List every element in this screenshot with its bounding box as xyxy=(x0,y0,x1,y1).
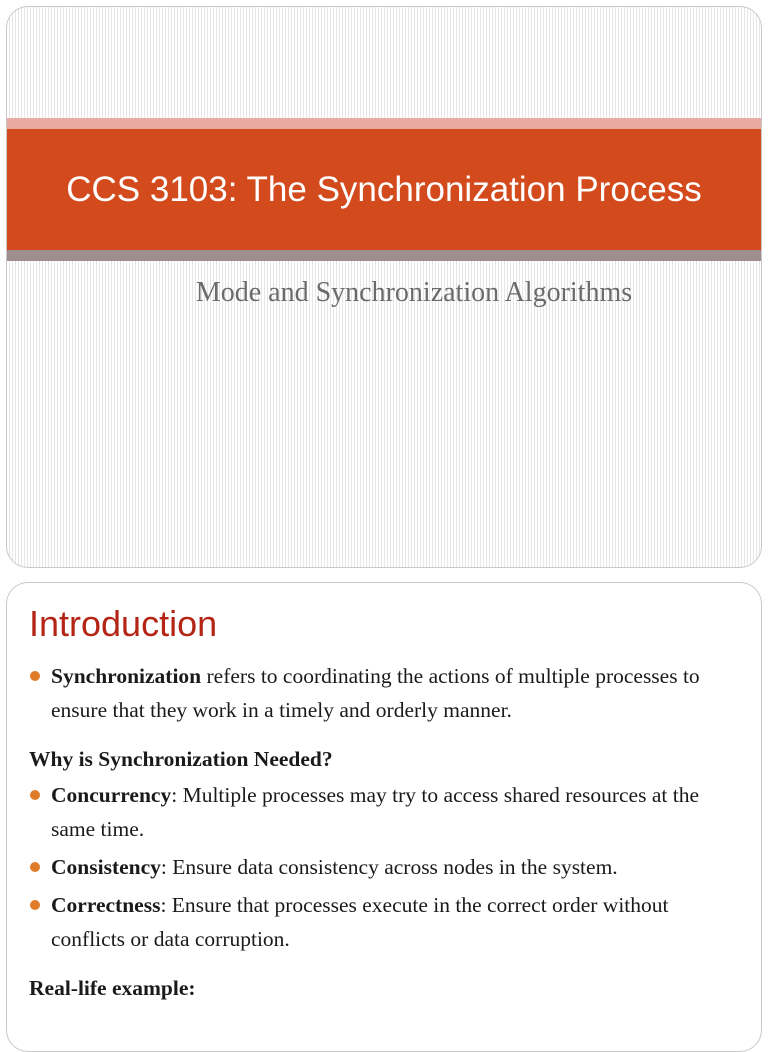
bullet-icon xyxy=(30,862,40,872)
title-band-bottom-stripe xyxy=(7,250,761,261)
slide-subtitle: Mode and Synchronization Algorithms xyxy=(195,277,633,308)
intro-heading: Introduction xyxy=(29,603,218,644)
reason-text: : Multiple processes may try to access shared resources at the same time. xyxy=(51,783,700,841)
title-band-top-stripe xyxy=(7,118,761,129)
bullet-icon xyxy=(30,900,40,910)
definition-bullet xyxy=(29,659,741,727)
definition-term: Synchronization xyxy=(51,664,202,688)
example-heading: Real-life example: xyxy=(29,976,196,1000)
slide-title: CCS 3103: The Synchronization Process xyxy=(66,169,702,209)
intro-content xyxy=(29,659,741,1007)
bullet-icon xyxy=(30,671,40,681)
definition-text: refers to coordinating the actions of multiple processes to ensure that they work in a timely and orderly manner. xyxy=(51,664,700,722)
introduction-slide xyxy=(6,582,762,1052)
reason-term: Concurrency xyxy=(51,783,172,807)
reason-term: Consistency xyxy=(51,855,161,879)
title-band xyxy=(7,129,761,250)
reason-text: : Ensure that processes execute in the correct order without conflicts or data corruption. xyxy=(51,893,669,951)
reason-bullet-consistency xyxy=(29,850,741,884)
bullet-icon xyxy=(30,790,40,800)
title-slide xyxy=(6,6,762,568)
reason-term: Correctness xyxy=(51,893,161,917)
reason-bullet-correctness xyxy=(29,888,741,956)
reason-text: : Ensure data consistency across nodes in the system. xyxy=(160,855,618,879)
why-heading: Why is Synchronization Needed? xyxy=(29,747,333,771)
reason-bullet-concurrency xyxy=(29,778,741,846)
